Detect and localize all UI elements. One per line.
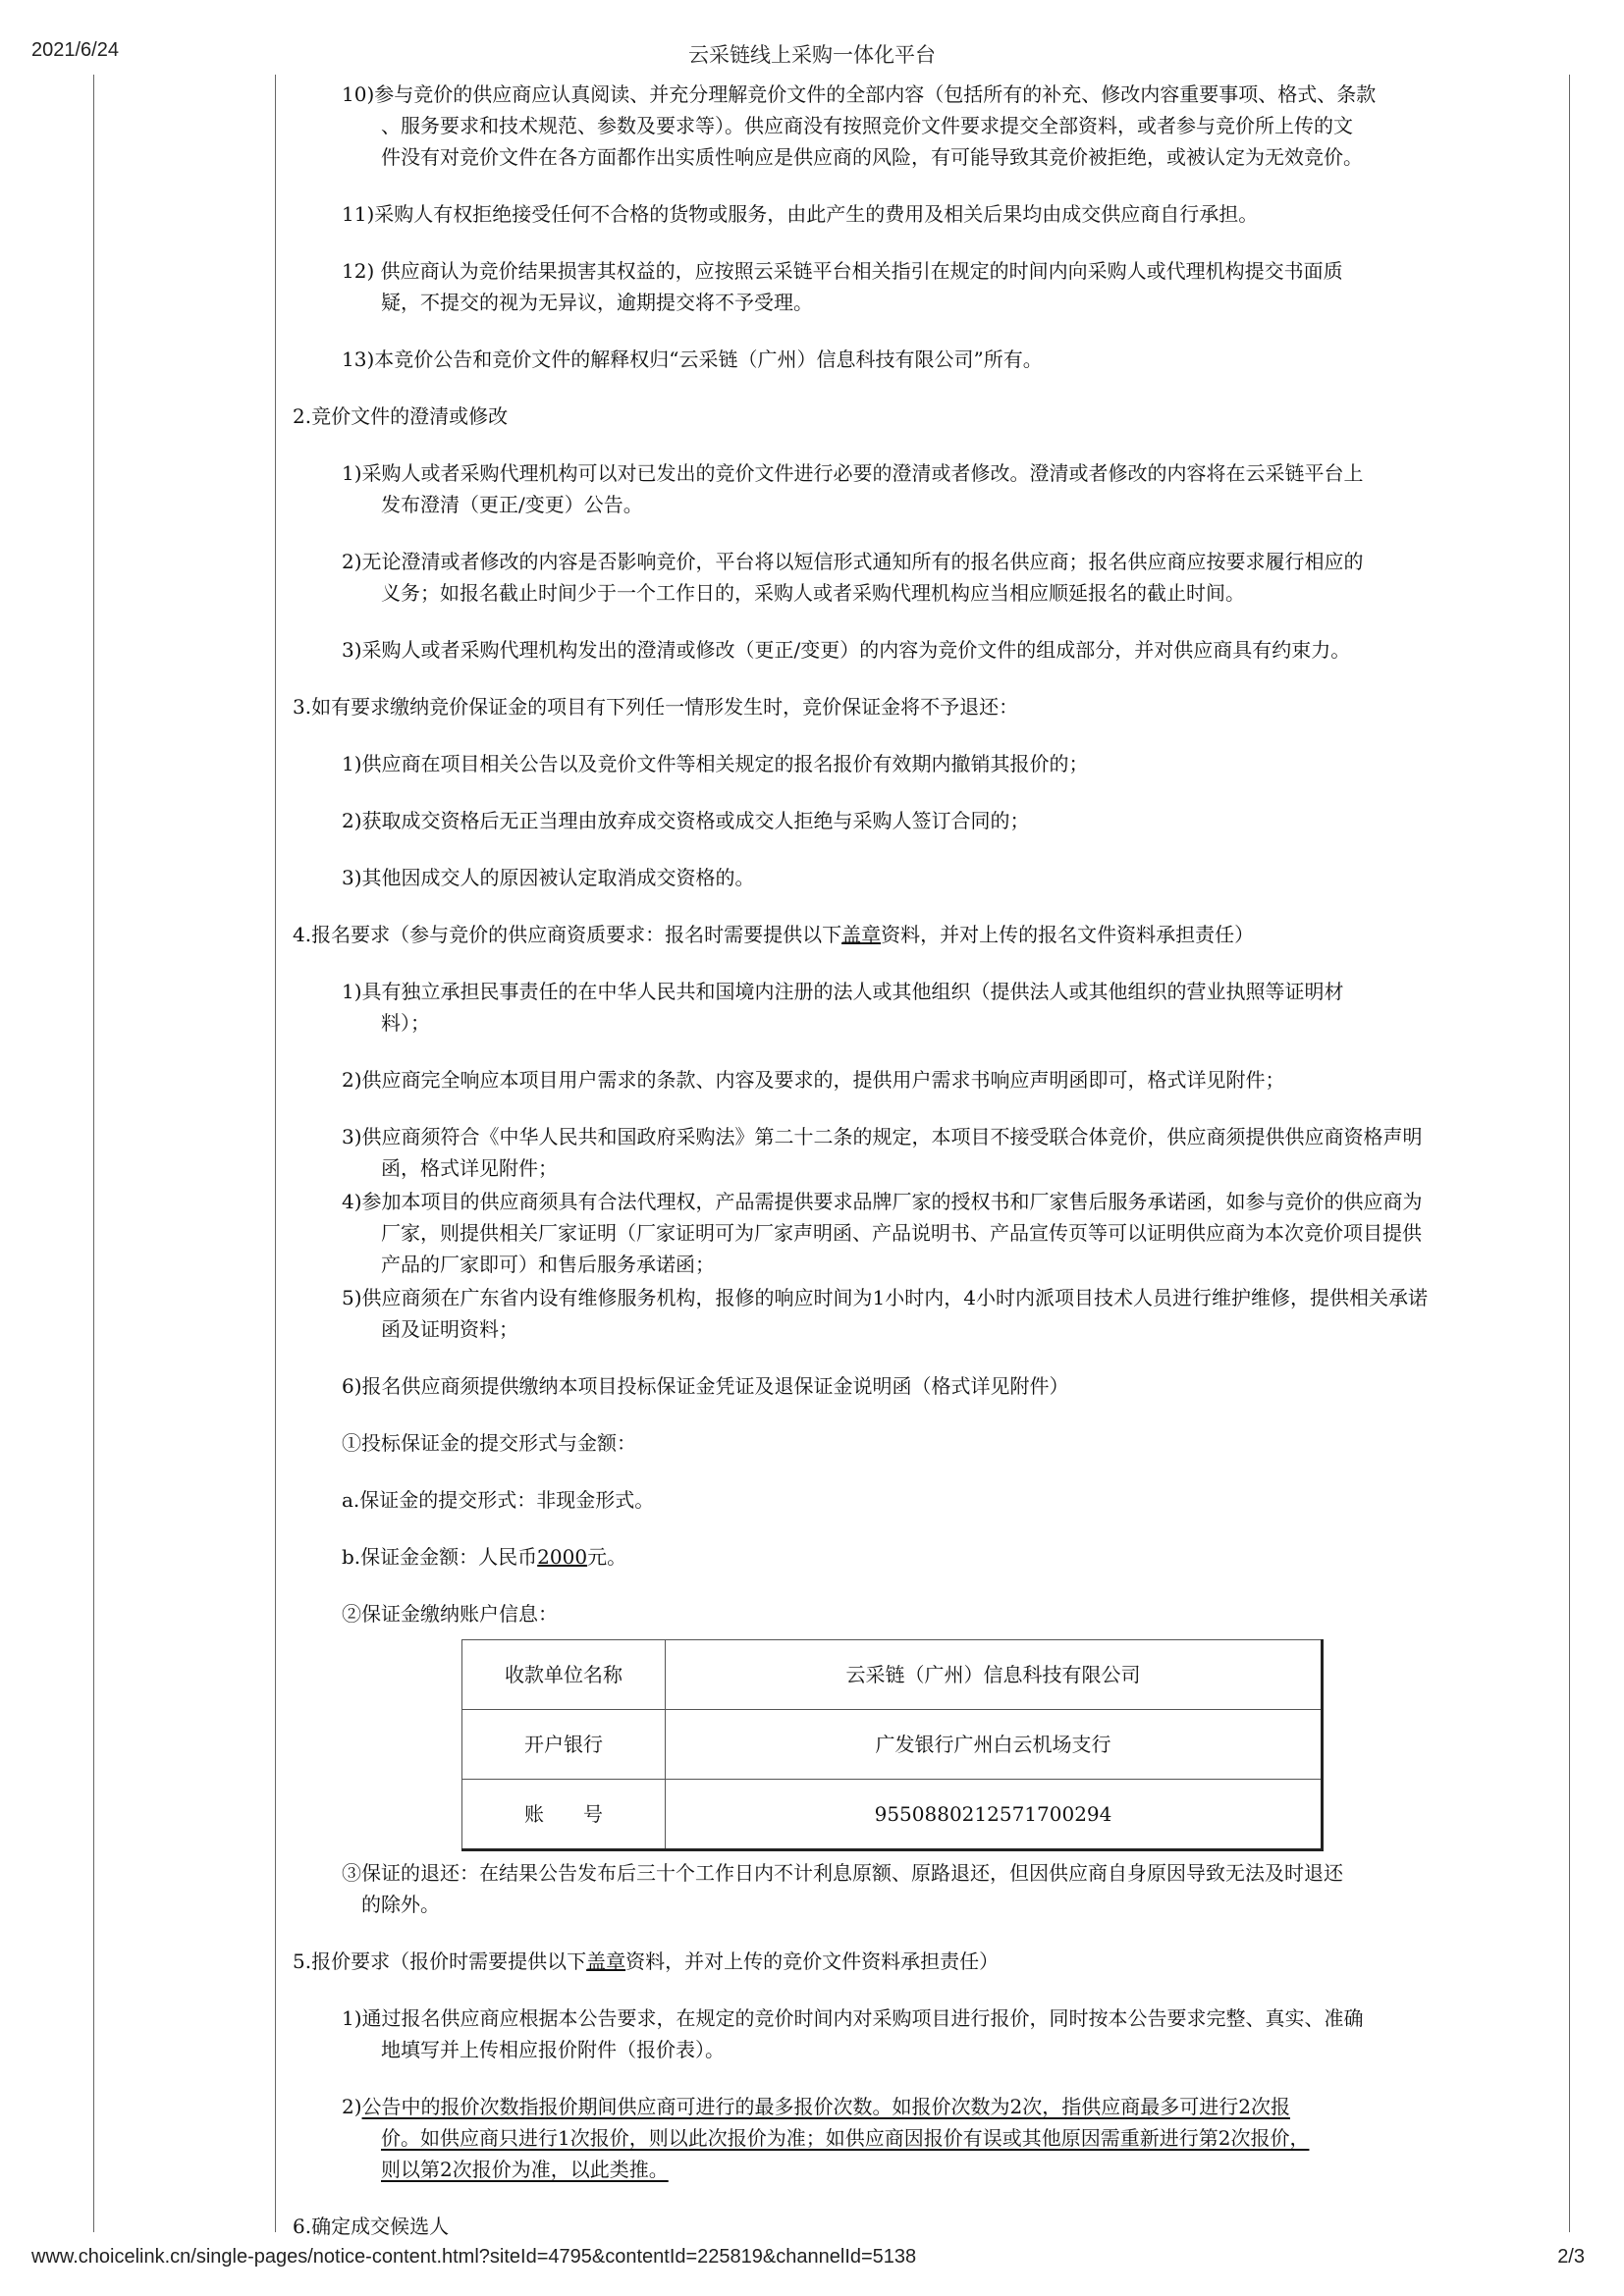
account-info-heading bbox=[293, 1598, 1481, 1629]
list-item-12 bbox=[293, 255, 1481, 318]
deposit-form-heading bbox=[293, 1427, 1481, 1459]
section-4-item-5 bbox=[293, 1282, 1481, 1345]
section-3-item-2 bbox=[293, 805, 1481, 836]
section-4-item-3 bbox=[293, 1121, 1481, 1184]
title-underlined-text: 盖章 bbox=[586, 1949, 626, 1973]
text-line: 价。如供应商只进行1次报价，则以此次报价为准；如供应商因报价有误或其他原因需重新进行第2次报价， bbox=[381, 2126, 1310, 2150]
text-line: 1)采购人或者采购代理机构可以对已发出的竞价文件进行必要的澄清或者修改。澄清或者修改的内容将在云采链平台上 bbox=[342, 461, 1364, 485]
title-text: 资料，并对上传的报名文件资料承担责任） bbox=[881, 923, 1255, 946]
text-line: 料）； bbox=[381, 1011, 430, 1035]
table-cell-key: 账 号 bbox=[462, 1780, 666, 1850]
section-4-item-1 bbox=[293, 976, 1481, 1039]
section-4-title bbox=[293, 919, 1481, 950]
text-line: ①投标保证金的提交形式与金额： bbox=[342, 1431, 636, 1455]
text-line: 6)报名供应商须提供缴纳本项目投标保证金凭证及退保证金说明函（格式详见附件） bbox=[342, 1374, 1069, 1398]
table-cell-key: 收款单位名称 bbox=[462, 1640, 666, 1710]
section-4-item-2 bbox=[293, 1064, 1481, 1095]
text-fragment: b.保证金金额：人民币 bbox=[342, 1545, 538, 1569]
text-line: 发布澄清（更正/变更）公告。 bbox=[381, 493, 643, 516]
section-2-item-3 bbox=[293, 634, 1481, 666]
text-line: 2)无论澄清或者修改的内容是否影响竞价，平台将以短信形式通知所有的报名供应商；报名供应商应按要求履行相应的 bbox=[342, 550, 1364, 573]
title-text: 4.报名要求（参与竞价的供应商资质要求：报名时需要提供以下 bbox=[293, 923, 842, 946]
table-row bbox=[462, 1710, 1323, 1780]
text-line: 件没有对竞价文件在各方面都作出实质性响应是供应商的风险，有可能导致其竞价被拒绝，或被认定为无效竞价。 bbox=[381, 145, 1363, 169]
section-5-item-2 bbox=[293, 2091, 1481, 2185]
text-fragment: 元。 bbox=[587, 1545, 627, 1569]
text-line: 、服务要求和技术规范、参数及要求等）。供应商没有按照竞价文件要求提交全部资料，或者参与竞价所上传的文 bbox=[381, 114, 1353, 137]
text-line: 的除外。 bbox=[361, 1893, 440, 1916]
list-item-13 bbox=[293, 344, 1481, 375]
text-line: 12) 供应商认为竞价结果损害其权益的，应按照云采链平台相关指引在规定的时间内向采购人或代理机构提交书面质 bbox=[342, 259, 1343, 283]
table-row bbox=[462, 1780, 1323, 1850]
text-line: 疑，不提交的视为无异议，逾期提交将不予受理。 bbox=[381, 291, 813, 314]
section-4-item-4 bbox=[293, 1186, 1481, 1280]
text-line: 10)参与竞价的供应商应认真阅读、并充分理解竞价文件的全部内容（包括所有的补充、修改内容重要事项、格式、条款 bbox=[342, 82, 1377, 106]
section-3-title: 3.如有要求缴纳竞价保证金的项目有下列任一情形发生时，竞价保证金将不予退还： bbox=[293, 695, 1019, 719]
right-border-line bbox=[1569, 75, 1570, 2232]
text-line: 函，格式详见附件； bbox=[381, 1156, 558, 1180]
section-5-title bbox=[293, 1946, 1481, 1977]
text-line: 地填写并上传相应报价附件（报价表）。 bbox=[381, 2038, 725, 2061]
title-text: 5.报价要求（报价时需要提供以下 bbox=[293, 1949, 587, 1973]
text-line: 2)获取成交资格后无正当理由放弃成交资格或成交人拒绝与采购人签订合同的； bbox=[342, 809, 1030, 832]
deposit-amount-value: 2000 bbox=[537, 1545, 588, 1569]
page-number: 2/3 bbox=[1557, 2246, 1585, 2268]
text-line: ③保证的退还：在结果公告发布后三十个工作日内不计利息原额、原路退还，但因供应商自身原因导致无法及时退还 bbox=[342, 1861, 1343, 1885]
deposit-refund bbox=[293, 1857, 1481, 1920]
table-row bbox=[462, 1640, 1323, 1710]
print-date: 2021/6/24 bbox=[31, 39, 119, 61]
table-cell-value: 9550880212571700294 bbox=[666, 1780, 1323, 1850]
section-3-item-3 bbox=[293, 862, 1481, 893]
deposit-amount bbox=[293, 1541, 1481, 1573]
text-line: 5)供应商须在广东省内设有维修服务机构，报修的响应时间为1小时内，4小时内派项目技术人员进行维护维修，提供相关承诺 bbox=[342, 1286, 1428, 1309]
page-url: www.choicelink.cn/single-pages/notice-content.html?siteId=4795&contentId=225819&channelId=5138 bbox=[31, 2246, 917, 2268]
text-line: 1)供应商在项目相关公告以及竞价文件等相关规定的报名报价有效期内撤销其报价的； bbox=[342, 752, 1089, 775]
text-line: 则以第2次报价为准，以此类推。 bbox=[381, 2158, 669, 2181]
item-number: 2) bbox=[342, 2095, 362, 2118]
text-line: 3)其他因成交人的原因被认定取消成交资格的。 bbox=[342, 866, 755, 889]
text-line: 1)具有独立承担民事责任的在中华人民共和国境内注册的法人或其他组织（提供法人或其他组织的营业执照等证明材 bbox=[342, 980, 1344, 1003]
text-line: 2)供应商完全响应本项目用户需求的条款、内容及要求的，提供用户需求书响应声明函即可，格式详见附件； bbox=[342, 1068, 1285, 1092]
list-item-11 bbox=[293, 198, 1481, 230]
section-2-item-1 bbox=[293, 457, 1481, 520]
left-border-line bbox=[93, 75, 94, 2232]
text-line: 13)本竞价公告和竞价文件的解释权归“云采链（广州）信息科技有限公司”所有。 bbox=[342, 347, 1043, 371]
text-line: 厂家，则提供相关厂家证明（厂家证明可为厂家声明函、产品说明书、产品宣传页等可以证明供应商为本次竞价项目提供 bbox=[381, 1221, 1422, 1245]
text-line: 义务；如报名截止时间少于一个工作日的，采购人或者采购代理机构应当相应顺延报名的截止时间。 bbox=[381, 581, 1245, 605]
text-line: 11)采购人有权拒绝接受任何不合格的货物或服务，由此产生的费用及相关后果均由成交供应商自行承担。 bbox=[342, 202, 1259, 226]
text-line: 3)供应商须符合《中华人民共和国政府采购法》第二十二条的规定，本项目不接受联合体竞价，供应商须提供供应商资格声明 bbox=[342, 1125, 1423, 1148]
section-2-title: 2.竞价文件的澄清或修改 bbox=[293, 404, 509, 428]
title-underlined-text: 盖章 bbox=[841, 923, 882, 946]
table-cell-value: 广发银行广州白云机场支行 bbox=[666, 1710, 1323, 1780]
text-line: 函及证明资料； bbox=[381, 1317, 518, 1341]
section-5-item-1 bbox=[293, 2002, 1481, 2065]
text-line: 3)采购人或者采购代理机构发出的澄清或修改（更正/变更）的内容为竞价文件的组成部分，并对供应商具有约束力。 bbox=[342, 638, 1351, 662]
text-line: 公告中的报价次数指报价期间供应商可进行的最多报价次数。如报价次数为2次，指供应商最多可进行2次报 bbox=[361, 2095, 1290, 2118]
deposit-form-type bbox=[293, 1484, 1481, 1516]
text-line: ②保证金缴纳账户信息： bbox=[342, 1602, 558, 1626]
inner-border-line bbox=[275, 75, 276, 2232]
page-title: 云采链线上采购一体化平台 bbox=[688, 43, 936, 67]
text-line: 1)通过报名供应商应根据本公告要求，在规定的竞价时间内对采购项目进行报价，同时按本公告要求完整、真实、准确 bbox=[342, 2006, 1364, 2030]
section-4-item-6 bbox=[293, 1370, 1481, 1402]
title-text: 资料，并对上传的竞价文件资料承担责任） bbox=[625, 1949, 1000, 1973]
section-2-item-2 bbox=[293, 546, 1481, 609]
account-info-table bbox=[461, 1639, 1324, 1851]
section-3-item-1 bbox=[293, 748, 1481, 779]
table-cell-key: 开户银行 bbox=[462, 1710, 666, 1780]
section-6-title: 6.确定成交候选人 bbox=[293, 2215, 450, 2238]
text-line: a.保证金的提交形式：非现金形式。 bbox=[342, 1488, 655, 1512]
text-line: 4)参加本项目的供应商须具有合法代理权，产品需提供要求品牌厂家的授权书和厂家售后服务承诺函，如参与竞价的供应商为 bbox=[342, 1190, 1423, 1213]
list-item-10 bbox=[293, 79, 1481, 173]
table-cell-value: 云采链（广州）信息科技有限公司 bbox=[666, 1640, 1323, 1710]
notice-content bbox=[293, 79, 1481, 2268]
text-line: 产品的厂家即可）和售后服务承诺函； bbox=[381, 1253, 715, 1276]
